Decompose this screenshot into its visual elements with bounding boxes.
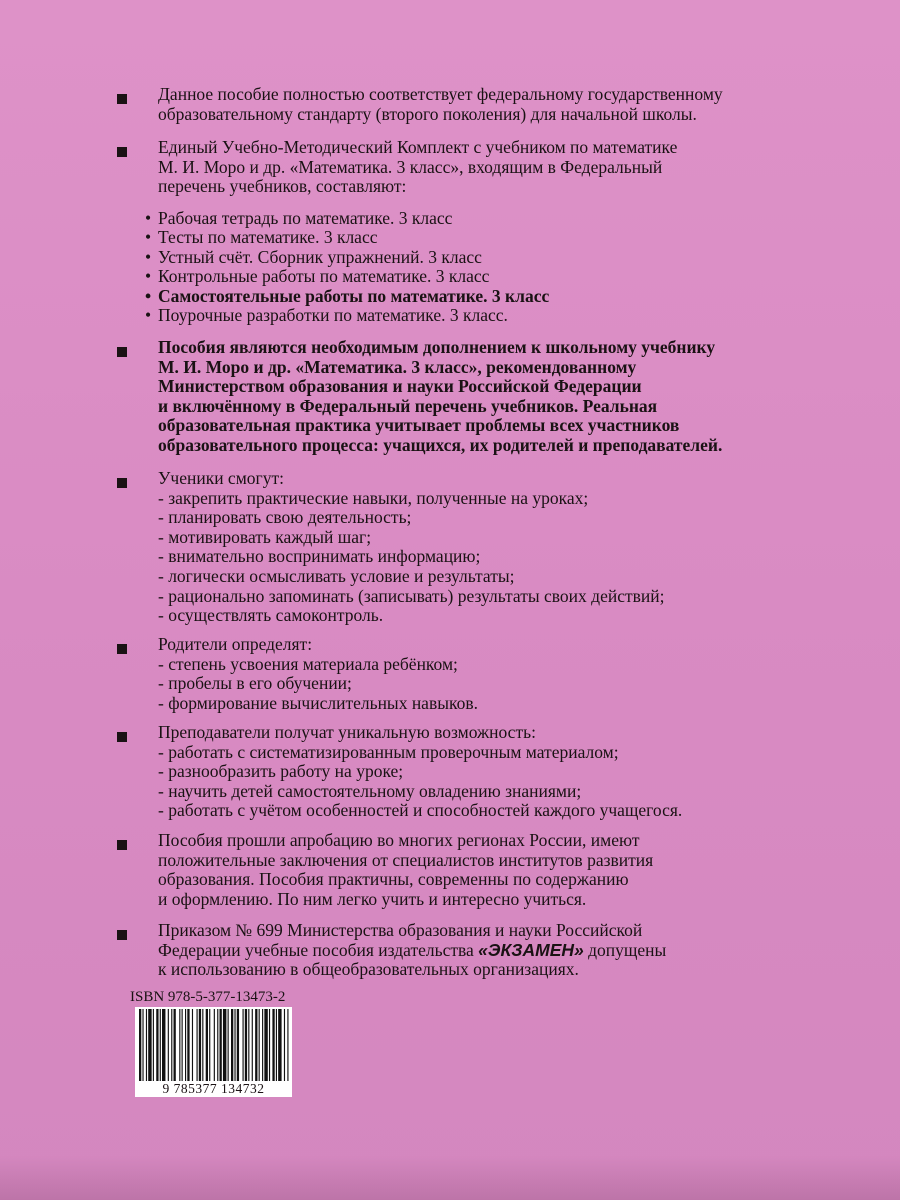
text-line: Единый Учебно-Методический Комплект с учебником по математике (158, 137, 678, 157)
text-line: Министерством образования и науки Российской Федерации (158, 376, 642, 397)
paragraph-parents (158, 635, 878, 713)
publisher-brand: «ЭКЗАМЕН» (478, 939, 584, 960)
list-item: • Контрольные работы по математике. 3 класс (145, 267, 865, 286)
bullet-square-icon (117, 94, 127, 104)
umk-list (145, 209, 865, 325)
text-line: - разнообразить работу на уроке; (158, 761, 404, 782)
list-item-highlighted: • Самостоятельные работы по математике. 3 класс (145, 287, 865, 306)
paragraph-teachers (158, 723, 878, 821)
list-item: • Устный счёт. Сборник упражнений. 3 класс (145, 248, 865, 267)
bullet-square-icon (117, 644, 127, 654)
text-line: Пособия являются необходимым дополнением к школьному учебнику (158, 337, 716, 357)
text-line: - степень усвоения материала ребёнком; (158, 653, 458, 674)
text-fragment: Федерации учебные пособия издательства (158, 939, 479, 960)
text-line: - формирование вычислительных навыков. (158, 692, 478, 713)
bullet-square-icon (117, 478, 127, 488)
text-line: Преподаватели получат уникальную возможность: (158, 722, 536, 742)
isbn-number: ISBN 978-5-377-13473-2 (130, 989, 286, 1005)
text-line: Данное пособие полностью соответствует федеральному государственному (158, 84, 723, 104)
text-line: к использованию в общеобразовательных организациях. (158, 959, 579, 980)
bullet-square-icon (117, 147, 127, 157)
text-line: Приказом № 699 Министерства образования и науки Российской (158, 920, 643, 940)
list-item: • Рабочая тетрадь по математике. 3 класс (145, 209, 865, 228)
text-line: Пособия прошли апробацию во многих регионах России, имеют (158, 830, 640, 850)
text-line (158, 941, 878, 961)
paragraph-students (158, 469, 878, 626)
text-line: - логически осмысливать условие и результаты; (158, 565, 515, 586)
text-line: - закрепить практические навыки, полученные на уроках; (158, 487, 589, 508)
text-line: - рационально запоминать (записывать) результаты своих действий; (158, 585, 665, 606)
text-line: образовательному стандарту (второго поколения) для начальной школы. (158, 103, 697, 124)
barcode (135, 1007, 292, 1089)
text-line: образовательного процесса: учащихся, их родителей и преподавателей. (158, 434, 723, 455)
text-line: Родители определят: (158, 634, 313, 654)
text-line: и оформлению. По ним легко учить и интересно учиться. (158, 888, 587, 909)
list-item: • Поурочные разработки по математике. 3 класс. (145, 306, 865, 325)
text-line: - пробелы в его обучении; (158, 673, 352, 694)
text-fragment: допущены (583, 939, 667, 960)
paragraph-umk (158, 138, 878, 197)
text-line: М. И. Моро и др. «Математика. 3 класс», входящим в Федеральный (158, 156, 663, 177)
text-line: образовательная практика учитывает проблемы всех участников (158, 415, 680, 436)
text-line: - осуществлять самоконтроль. (158, 605, 384, 626)
text-line: - внимательно воспринимать информацию; (158, 546, 481, 567)
paragraph-approval (158, 831, 878, 909)
barcode-bars-icon (135, 1007, 292, 1081)
text-line: Ученики смогут: (158, 468, 284, 488)
text-line: М. И. Моро и др. «Математика. 3 класс», рекомендованному (158, 356, 637, 377)
barcode-digits: 9 785377 134732 (135, 1081, 292, 1097)
paragraph-order (158, 921, 878, 980)
text-line: - научить детей самостоятельному овладению знаниями; (158, 780, 582, 801)
bullet-square-icon (117, 732, 127, 742)
text-line: - мотивировать каждый шаг; (158, 526, 372, 547)
isbn-block (127, 985, 295, 1105)
text-line: и включённому в Федеральный перечень учебников. Реальная (158, 395, 658, 416)
text-line: перечень учебников, составляют: (158, 176, 407, 197)
bullet-square-icon (117, 930, 127, 940)
list-item: • Тесты по математике. 3 класс (145, 228, 865, 247)
text-line: - планировать свою деятельность; (158, 507, 412, 528)
paragraph-standard (158, 85, 878, 124)
bullet-square-icon (117, 840, 127, 850)
bullet-square-icon (117, 347, 127, 357)
text-line: положительные заключения от специалистов институтов развития (158, 849, 654, 870)
text-line: - работать с систематизированным проверочным материалом; (158, 741, 619, 762)
paragraph-benefits (158, 338, 878, 456)
text-line: образования. Пособия практичны, современны по содержанию (158, 869, 629, 890)
text-line: - работать с учётом особенностей и способностей каждого учащегося. (158, 800, 683, 821)
